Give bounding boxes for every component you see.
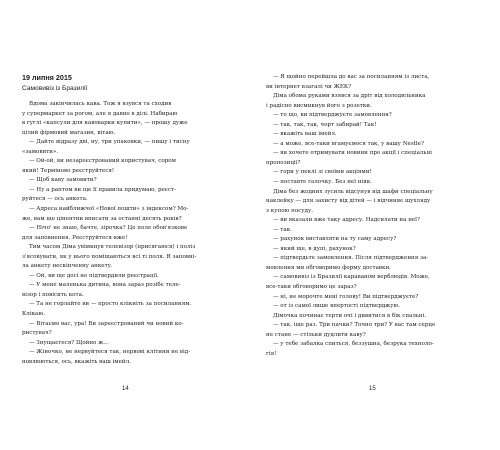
- text-line: — Знущаєтеся? Щойно ж...: [29, 339, 109, 346]
- text-line: з купою посуду.: [266, 207, 313, 214]
- text-line: ви інтернет взагалі чи ЖЕК?: [266, 83, 352, 90]
- text-line: — так, так, так, чорт забирай! Так!: [273, 121, 377, 128]
- text-line: візор і повісить кота.: [22, 291, 84, 298]
- text-line: — Вітаємо вас, ура! Ви зареєстрований чи новий ко-: [29, 320, 184, 327]
- text-line: — Дайте відразу дві, ну, три упаковки, — пишу і тисну: [29, 139, 190, 146]
- text-line: — який ще, в дупі, рахунок?: [273, 245, 356, 252]
- text-line: Діма без жодних зусиль відсунув від шафи спеціальну: [273, 188, 433, 195]
- text-line: — Жіночко, не нервуйтеся так, нервові клітини не від-: [29, 349, 191, 356]
- text-line: же, вам ще цінентни вписати за останні десять років?: [22, 215, 182, 222]
- text-line: — Та не горлайте ви — просто клікніть за посиланням.: [29, 301, 192, 308]
- text-line: який! Терміново реєструйтеся!: [22, 167, 115, 174]
- text-line: — Адреса найближчої «Нової пошти» з індексом? Мо-: [29, 206, 189, 213]
- text-line: Діма обома руками взявся за дріт від холодильника: [273, 93, 426, 100]
- text-line: — так, іще раз. Три пачки? Точно три? У вас там серце: [273, 322, 436, 329]
- text-line: — Нічо' не знаю, бачте, зірочка? Це поле обов'язкове: [29, 225, 188, 232]
- text-line: все-таки обговоримо це зараз?: [266, 284, 357, 291]
- text-line: цілий фірмовий магазин, вітаю.: [22, 129, 116, 136]
- text-line: — ви вказали вже таку адресу. Надсилати на неї?: [273, 217, 420, 224]
- text-line: для заповнення. Реєструйтеся вже!: [22, 234, 128, 241]
- text-line: — так.: [273, 226, 292, 233]
- text-line: — Я щойно перейшла до вас за посиланням із листа,: [273, 74, 430, 80]
- page-number-left: 14: [122, 386, 129, 392]
- text-line: — от із самої лише впертості підтверджую.: [273, 303, 401, 310]
- text-line: — то що, ви підтверджуєте замовлення?: [273, 112, 392, 119]
- text-line: — ви хочете отримувати новини про акції і спеціальні: [273, 150, 432, 157]
- text-line: мовлення ми обговоримо форму доставки.: [266, 264, 391, 271]
- text-line: гія!: [266, 350, 277, 357]
- text-line: Тим часом Діма увімкнув телевізор (присягаюся) і поліз: [29, 244, 196, 251]
- text-line: Дімочка починає терти очі і дивитися в бік спальні.: [273, 312, 427, 319]
- text-line: Вдома закінчилась кава. Тож я взувся та сходив: [29, 101, 172, 107]
- text-line: — гори у пеклі зі своїми акціями!: [273, 169, 372, 176]
- entry-title: Самовивіз із Бразилії: [22, 85, 88, 92]
- text-line: наклейку — для захисту від дітей — і відчиняє шухляду: [266, 198, 431, 205]
- text-line: ристувач?: [22, 330, 52, 337]
- text-line: — Ну а раптом ви ще її правила придумаю, реєст-: [29, 186, 176, 193]
- text-line: ла анкету нескінченну анкету.: [22, 263, 113, 270]
- text-line: в гуглі «капсули для кавоварки купити», — прошу дуже: [22, 120, 188, 127]
- text-line: — ні, не морочте мені голову! Ви підтверджуєте?: [273, 293, 419, 300]
- text-line: «замовити».: [22, 148, 59, 155]
- text-line: руйтеся — ось анкета.: [22, 196, 88, 203]
- text-line: — самовивіз із Бразилії караваном верблюдів. Може,: [273, 274, 430, 281]
- text-line: — а може, все-таки вгамуємося так, у вашу Nestle?: [273, 140, 424, 147]
- text-line: — У мене маленька дитина, вона зараз розібє теле-: [29, 282, 181, 289]
- text-line: Клікаю.: [22, 311, 45, 318]
- text-line: з'ясовувати, як у нього поміщаються всі ті поля. Я заповні-: [22, 253, 197, 260]
- text-line: — Ой, ви ще досі не підтвердили реєстрації.: [29, 272, 159, 279]
- text-line: — вкажіть ваш імейл.: [273, 131, 337, 138]
- text-line: — рахунок виставляти на ту саму адресу?: [273, 236, 397, 243]
- text-line: новлюються, ось, вкажіть ваш імейл.: [22, 358, 131, 365]
- text-line: не стане — стільки дудлити каву?: [266, 331, 366, 338]
- right-page-body: [266, 73, 478, 359]
- text-line: — у тебе забалка спиться, беззушна, безрука техноло-: [273, 341, 434, 348]
- text-line: — підтвердьте замовлення. Після підтвердження за-: [273, 255, 429, 262]
- text-line: і радісно висмикнув його з розетки.: [266, 102, 372, 109]
- right-page: [250, 0, 500, 450]
- text-line: — Щоб каву замовити?: [29, 177, 97, 184]
- entry-date: 19 липня 2015: [22, 73, 72, 82]
- left-page-body: [22, 100, 234, 367]
- text-line: — Ой-ой, ви незареєстрований користувач, сором: [29, 158, 176, 165]
- text-line: — поставте галочку. Без неї ніяк.: [273, 179, 372, 186]
- page-number-right: 15: [369, 386, 376, 392]
- text-line: у супермаркет за рогом, але я давно в ділі. Набираю: [22, 110, 178, 117]
- text-line: пропозиції?: [266, 159, 301, 166]
